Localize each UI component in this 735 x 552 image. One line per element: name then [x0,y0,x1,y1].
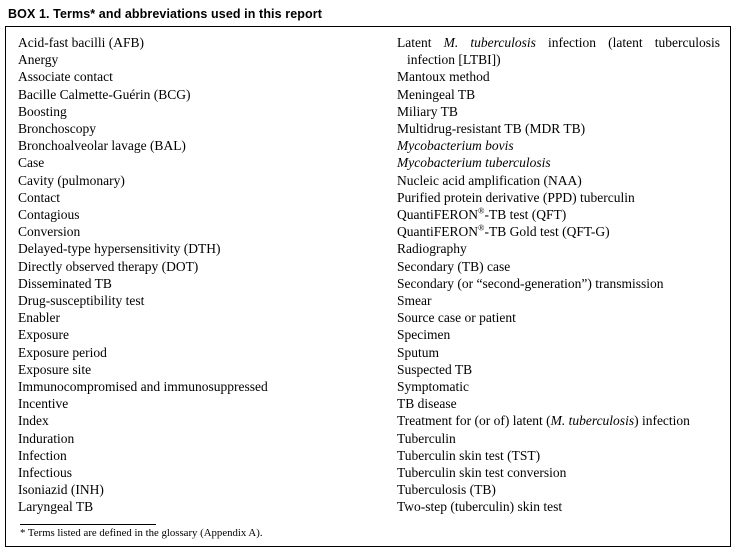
term-text: Tuberculosis (TB) [397,482,496,498]
term-item [18,481,397,498]
term-text: Latent [397,35,444,50]
term-text: Smear [397,293,432,309]
term-item [397,258,720,275]
box-title: BOX 1. Terms* and abbreviations used in this report [8,7,322,21]
term-text-italic: M. tuberculosis [550,413,635,429]
term-item [397,223,720,240]
term-text: QuantiFERON [397,207,478,223]
term-item [397,172,720,189]
footnote-rule [20,524,156,525]
term-item [397,309,720,326]
registered-mark: ® [478,222,485,233]
term-item [18,309,397,326]
term-item [397,103,720,120]
term-item [397,395,720,412]
term-text-italic: Mycobacterium tuberculosis [397,155,551,171]
term-item [397,68,720,85]
term-item [397,189,720,206]
term-text: Suspected TB [397,361,473,377]
term-item [18,86,397,103]
term-text: Mantoux method [397,69,490,85]
term-text: Acid-fast bacilli (AFB) [18,35,144,50]
term-text: Anergy [18,52,59,68]
term-text: Secondary (TB) case [397,258,511,274]
term-item [397,378,720,395]
term-item [18,34,397,51]
term-item [18,154,397,171]
term-item [397,154,720,171]
term-text: Multidrug-resistant TB (MDR TB) [397,121,586,137]
term-item [18,240,397,257]
term-text: Specimen [397,327,451,343]
term-item [18,395,397,412]
term-text: Cavity (pulmonary) [18,172,125,188]
term-text: Miliary TB [397,103,458,119]
term-text: Immunocompromised and immunosuppressed [18,379,268,395]
footnote: * Terms listed are defined in the glossary (Appendix A). [20,526,263,539]
term-item [18,378,397,395]
term-text: Treatment for (or of) latent ( [397,413,551,429]
term-item [397,240,720,257]
term-item [397,137,720,154]
term-text: Tuberculin skin test (TST) [397,447,541,463]
term-text: Exposure period [18,344,107,360]
term-text: Nucleic acid amplification (NAA) [397,172,582,188]
term-item [397,412,720,429]
term-text: -TB test (QFT) [484,207,567,223]
term-text: Exposure site [18,361,92,377]
term-text: -TB Gold test (QFT-G) [484,224,610,240]
term-item [18,344,397,361]
term-item [18,464,397,481]
term-text: Induration [18,430,75,446]
term-item [18,103,397,120]
term-text: Conversion [18,224,81,240]
term-text-italic: Mycobacterium bovis [397,138,514,154]
registered-mark: ® [478,205,485,216]
term-item [18,275,397,292]
term-text: Tuberculin skin test conversion [397,465,567,481]
term-item [18,120,397,137]
term-item [397,292,720,309]
term-text: TB disease [397,396,457,412]
term-item [397,361,720,378]
term-item [18,292,397,309]
term-text: Radiography [397,241,467,257]
term-item [397,206,720,223]
term-text: Two-step (tuberculin) skin test [397,499,563,515]
term-item [18,137,397,154]
terms-columns [18,34,720,516]
terms-column-right [397,34,720,516]
term-item [18,326,397,343]
term-item [18,206,397,223]
term-text: QuantiFERON [397,224,478,240]
term-text: Symptomatic [397,379,469,395]
term-text: Bronchoalveolar lavage (BAL) [18,138,186,154]
term-text: Boosting [18,103,67,119]
term-item [18,498,397,515]
term-item [397,464,720,481]
term-item [18,258,397,275]
term-text: Bacille Calmette-Guérin (BCG) [18,86,191,102]
term-item [397,498,720,515]
term-text: Laryngeal TB [18,499,94,515]
term-item [397,447,720,464]
term-item [18,172,397,189]
term-text: Secondary (or “second-generation”) transmission [397,275,664,291]
term-text: Purified protein derivative (PPD) tuberculin [397,189,635,205]
term-item [397,34,720,68]
term-text: Contagious [18,207,80,223]
term-item [397,86,720,103]
term-text: Infectious [18,465,72,481]
term-text: Directly observed therapy (DOT) [18,258,199,274]
terms-column-left [18,34,397,516]
term-item [397,120,720,137]
term-text: Case [18,155,45,171]
term-text: Index [18,413,49,429]
term-text: Associate contact [18,69,113,85]
term-text-italic: M. tuberculosis [443,35,536,50]
term-item [397,481,720,498]
term-item [18,223,397,240]
term-text: Disseminated TB [18,275,112,291]
term-text: Isoniazid (INH) [18,482,104,498]
term-text: Drug-susceptibility test [18,293,145,309]
term-text: Enabler [18,310,60,326]
term-text: infection (latent tuberculosis infection [LTBI]) [407,35,721,68]
term-text: Incentive [18,396,69,412]
term-item [397,344,720,361]
term-text: Meningeal TB [397,86,476,102]
term-item [397,275,720,292]
term-text: Bronchoscopy [18,121,96,137]
term-text: Exposure [18,327,69,343]
term-item [397,326,720,343]
term-item [397,430,720,447]
term-item [18,189,397,206]
term-text: Source case or patient [397,310,516,326]
term-text: Infection [18,447,67,463]
term-text: Tuberculin [397,430,456,446]
term-item [18,412,397,429]
term-text: ) infection [634,413,690,429]
term-text: Sputum [397,344,440,360]
term-item [18,447,397,464]
term-item [18,361,397,378]
term-text: Delayed-type hypersensitivity (DTH) [18,241,221,257]
term-text: Contact [18,189,60,205]
terms-box [5,26,731,547]
term-item [18,51,397,68]
term-item [18,68,397,85]
term-item [18,430,397,447]
